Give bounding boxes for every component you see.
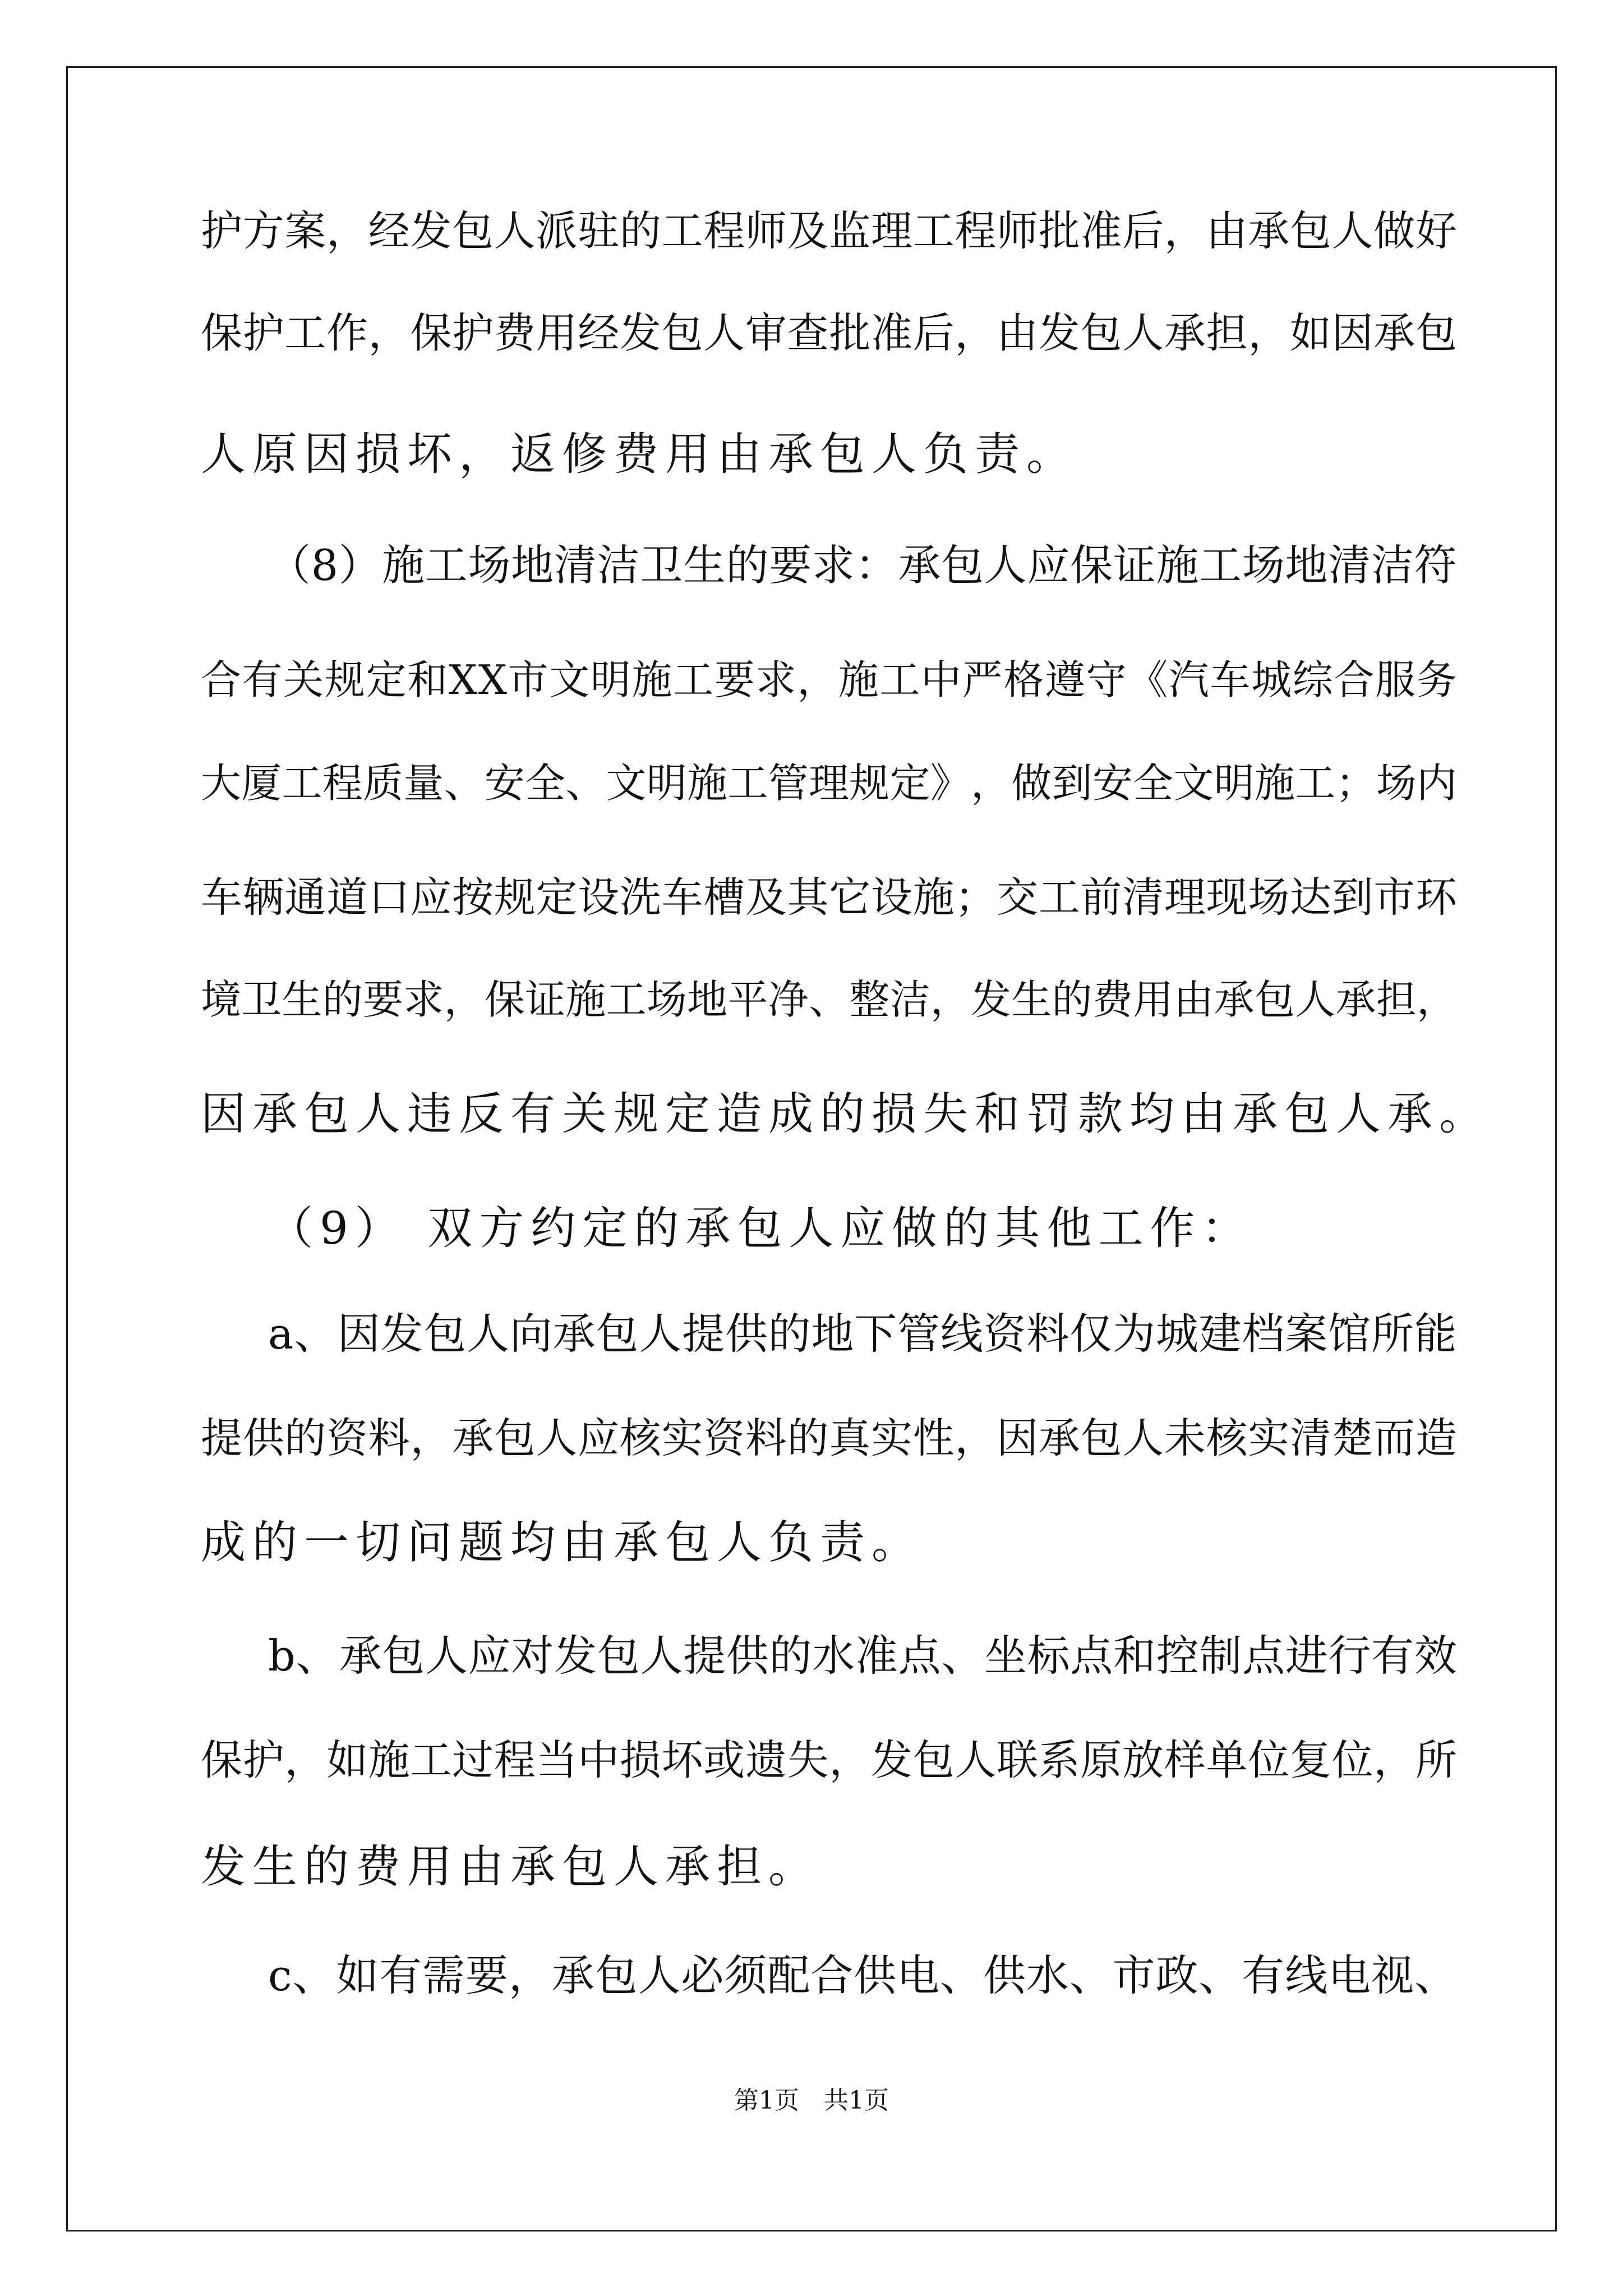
text-line: 发生的费用由承包人承担。 <box>201 1841 820 1893</box>
page-footer: 第1页 共1页 <box>734 2086 889 2115</box>
text-line: （9） 双方约定的承包人应做的其他工作： <box>268 1202 1253 1254</box>
text-line: 人原因损坏，返修费用由承包人负责。 <box>201 428 1078 480</box>
page-border <box>66 66 1557 2231</box>
text-line: 保 护 工 作 ， 保 护 费 用 经 发 包 人 审 查 批 准 后 ， 由 发 包 人 承 担 ， 如 因 承 包 <box>201 309 1457 357</box>
text-line: 保 护 ， 如 施 工 过 程 当 中 损 坏 或 遗 失 ， 发 包 人 联 系 原 放 样 单 位 复 位 ， 所 <box>201 1736 1457 1784</box>
text-line: 因承包人违反有关规定造成的损失和罚款均由承包人承。 <box>201 1088 1491 1140</box>
text-line: 车 辆 通 道 口 应 按 规 定 设 洗 车 槽 及 其 它 设 施 ； 交 工 前 清 理 现 场 达 到 市 环 <box>201 873 1457 922</box>
text-line: 护 方 案 ， 经 发 包 人 派 驻 的 工 程 师 及 监 理 工 程 师 批 准 后 ， 由 承 包 人 做 好 <box>201 207 1457 255</box>
text-line: b 、 承 包 人 应 对 发 包 人 提 供 的 水 准 点 、 坐 标 点 和 控 制 点 进 行 有 效 <box>268 1631 1457 1681</box>
text-line: c 、 如 有 需 要 ， 承 包 人 必 须 配 合 供 电 、 供 水 、 市 政 、 有 线 电 视 、 <box>268 1950 1457 2000</box>
text-line: （ 8 ） 施 工 场 地 清 洁 卫 生 的 要 求 ： 承 包 人 应 保 证 施 工 场 地 清 洁 符 <box>268 540 1457 590</box>
text-line: 境 卫 生 的 要 求 ， 保 证 施 工 场 地 平 净 、 整 洁 ， 发 生 的 费 用 由 承 包 人 承 担 ， <box>201 976 1457 1023</box>
text-line: 成的一切问题均由承包人负责。 <box>201 1516 923 1568</box>
text-line: a 、 因 发 包 人 向 承 包 人 提 供 的 地 下 管 线 资 料 仅 为 城 建 档 案 馆 所 能 <box>268 1309 1457 1359</box>
text-line: 提 供 的 资 料 ， 承 包 人 应 核 实 资 料 的 真 实 性 ， 因 承 包 人 未 核 实 清 楚 而 造 <box>201 1414 1457 1462</box>
text-line: 大 厦 工 程 质 量 、 安 全 、 文 明 施 工 管 理 规 定 》 ， 做 到 安 全 文 明 施 工 ； 场 内 <box>201 760 1457 807</box>
text-line: 合 有 关 规 定 和 X X 市 文 明 施 工 要 求 ， 施 工 中 严 格 遵 守 《 汽 车 城 综 合 服 务 <box>201 656 1457 703</box>
